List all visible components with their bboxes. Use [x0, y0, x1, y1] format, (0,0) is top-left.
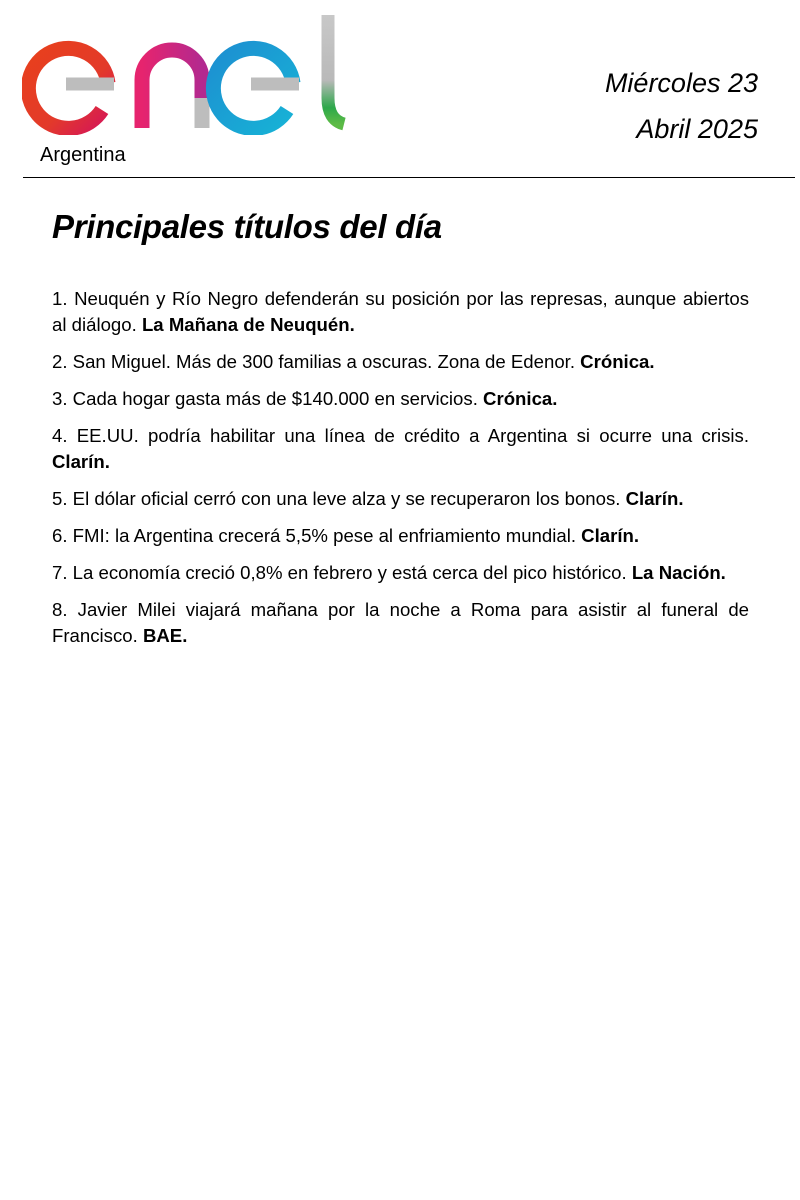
headline-text: 2. San Miguel. Más de 300 familias a oscuras. Zona de Edenor. — [52, 351, 575, 372]
headline-text: 8. Javier Milei viajará mañana por la noche a Roma para asistir al funeral de Francisco. — [52, 599, 749, 646]
headline-text: 5. El dólar oficial cerró con una leve alza y se recuperaron los bonos. — [52, 488, 621, 509]
headline-source: Clarín. — [581, 525, 640, 546]
headline-source: BAE. — [142, 625, 188, 646]
headline-source: La Nación. — [631, 562, 726, 583]
date — [605, 60, 758, 152]
enel-logo — [22, 10, 352, 135]
headline-text: 4. EE.UU. podría habilitar una línea de crédito a Argentina si ocurre una crisis. — [52, 425, 749, 446]
date-weekday: Miércoles 23 — [604, 68, 758, 98]
headline-list — [52, 286, 749, 660]
headline-item — [52, 423, 749, 475]
page-title: Principales títulos del día — [52, 208, 442, 245]
headline-text: 7. La economía creció 0,8% en febrero y está cerca del pico histórico. — [52, 562, 627, 583]
headline-source: Crónica. — [580, 351, 655, 372]
headline-text: 3. Cada hogar gasta más de $140.000 en servicios. — [52, 388, 478, 409]
headline-source: Clarín. — [52, 451, 110, 472]
headline-item — [52, 597, 749, 649]
headline-item — [52, 386, 749, 412]
date-month-year: Abril 2025 — [636, 114, 758, 144]
headline-text: 6. FMI: la Argentina crecerá 5,5% pese al enfriamiento mundial. — [52, 525, 576, 546]
headline-source: Clarín. — [625, 488, 684, 509]
header-divider — [23, 177, 795, 178]
headline-text: 1. Neuquén y Río Negro defenderán su posición por las represas, aunque abiertos al diálogo. — [52, 288, 749, 335]
headline-item — [52, 523, 749, 549]
headline-source: La Mañana de Neuquén. — [141, 314, 355, 335]
headline-item — [52, 286, 749, 338]
region-label: Argentina — [40, 144, 126, 166]
enel-logo-wordmark — [22, 10, 352, 135]
headline-item — [52, 560, 749, 586]
headline-item — [52, 486, 749, 512]
headline-item — [52, 349, 749, 375]
headline-source: Crónica. — [483, 388, 558, 409]
